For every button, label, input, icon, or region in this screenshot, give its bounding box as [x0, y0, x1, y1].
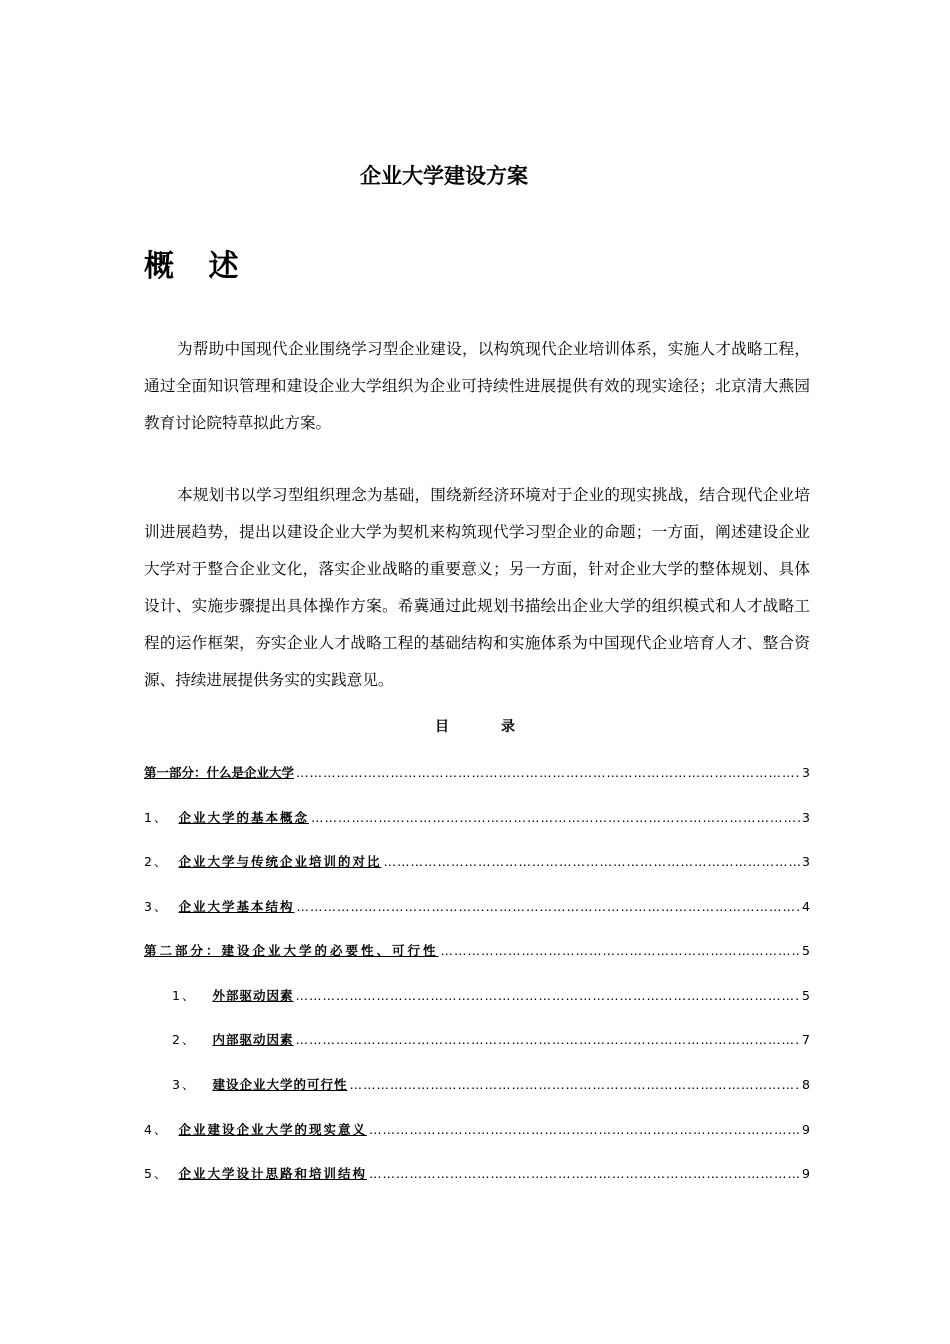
toc-entry-number: 5、 — [144, 1166, 169, 1181]
toc-leader — [296, 765, 800, 780]
toc-entry-label[interactable]: 第二部分：建设企业大学的必要性、可行性 — [144, 943, 439, 958]
toc-leader — [383, 854, 800, 869]
toc-entry-number: 1、 — [144, 810, 169, 825]
toc-entry-number: 2、 — [172, 1032, 197, 1047]
toc-entry-page: 8 — [802, 1077, 810, 1092]
paragraph: 本规划书以学习型组织理念为基础，围绕新经济环境对于企业的现实挑战，结合现代企业培训进展趋势，提出以建设企业大学为契机来构筑现代学习型企业的命题；一方面，阐述建设企业大学对于整合企业文化，落实企业战略的重要意义；另一方面，针对企业大学的整体规划、具体设计、实施步骤提出具体操作方案。希冀通过此规划书描绘出企业大学的组织模式和人才战略工程的运作框架，夯实企业人才战略工程的基础结构和实施体系为中国现代企业培育人才、整合资源、持续进展提供务实的实践意见。 — [144, 486, 810, 689]
toc-entry[interactable] — [172, 986, 810, 1006]
toc-leader — [311, 810, 800, 825]
toc-title — [0, 716, 950, 736]
toc-entry-label[interactable]: 内部驱动因素 — [212, 1032, 294, 1047]
toc-entry-page: 7 — [802, 1032, 810, 1047]
toc-entry-number: 1、 — [172, 988, 197, 1003]
toc-entry[interactable] — [144, 897, 810, 917]
toc-entry-page: 9 — [802, 1166, 810, 1181]
toc-entry-label[interactable]: 建设企业大学的可行性 — [212, 1077, 348, 1092]
toc-entry[interactable] — [144, 852, 810, 872]
toc-entry-number: 2、 — [144, 854, 169, 869]
toc-entry-page: 3 — [802, 854, 810, 869]
toc-entry-page: 9 — [802, 1122, 810, 1137]
toc-leader — [295, 1032, 800, 1047]
toc-entry-label[interactable]: 企业建设企业大学的现实意义 — [178, 1122, 367, 1137]
toc-leader — [295, 988, 800, 1003]
toc-leader — [369, 1166, 800, 1181]
toc-leader — [349, 1077, 800, 1092]
toc-entry[interactable] — [144, 808, 810, 828]
toc-entry[interactable] — [172, 1075, 810, 1095]
toc-leader — [369, 1122, 800, 1137]
section-heading: 概 述 — [144, 249, 251, 284]
toc-entry-number: 4、 — [144, 1122, 169, 1137]
document-title: 企业大学建设方案 — [360, 163, 528, 188]
toc-title-left: 目 — [435, 719, 449, 735]
toc-entry-label[interactable]: 外部驱动因素 — [212, 988, 294, 1003]
toc-entry-label[interactable]: 企业大学与传统企业培训的对比 — [178, 854, 382, 869]
toc-entry-page: 5 — [802, 988, 810, 1003]
toc-leader — [441, 943, 801, 958]
toc-entry[interactable] — [144, 1120, 810, 1140]
toc-title-right: 录 — [501, 719, 515, 735]
toc-entry[interactable] — [144, 1164, 810, 1184]
toc-entry-label[interactable]: 企业大学的基本概念 — [178, 810, 309, 825]
toc-entry[interactable] — [144, 763, 810, 783]
toc-entry-page: 4 — [802, 899, 810, 914]
toc-entry-page: 3 — [802, 765, 810, 780]
toc-entry-page: 3 — [802, 810, 810, 825]
toc-entry-label[interactable]: 第一部分：什么是企业大学 — [144, 765, 295, 780]
toc-entry-page: 5 — [802, 943, 810, 958]
toc-entry[interactable] — [172, 1030, 810, 1050]
toc-entry[interactable] — [144, 941, 810, 961]
toc-entry-number: 3、 — [144, 899, 169, 914]
toc-entry-number: 3、 — [172, 1077, 197, 1092]
paragraph: 为帮助中国现代企业围绕学习型企业建设，以构筑现代企业培训体系，实施人才战略工程，通过全面知识管理和建设企业大学组织为企业可持续性进展提供有效的现实途径；北京清大燕园教育讨论院特草拟此方案。 — [144, 340, 810, 432]
toc-leader — [296, 899, 800, 914]
toc-entry-label[interactable]: 企业大学基本结构 — [178, 899, 295, 914]
toc-entry-label[interactable]: 企业大学设计思路和培训结构 — [178, 1166, 367, 1181]
